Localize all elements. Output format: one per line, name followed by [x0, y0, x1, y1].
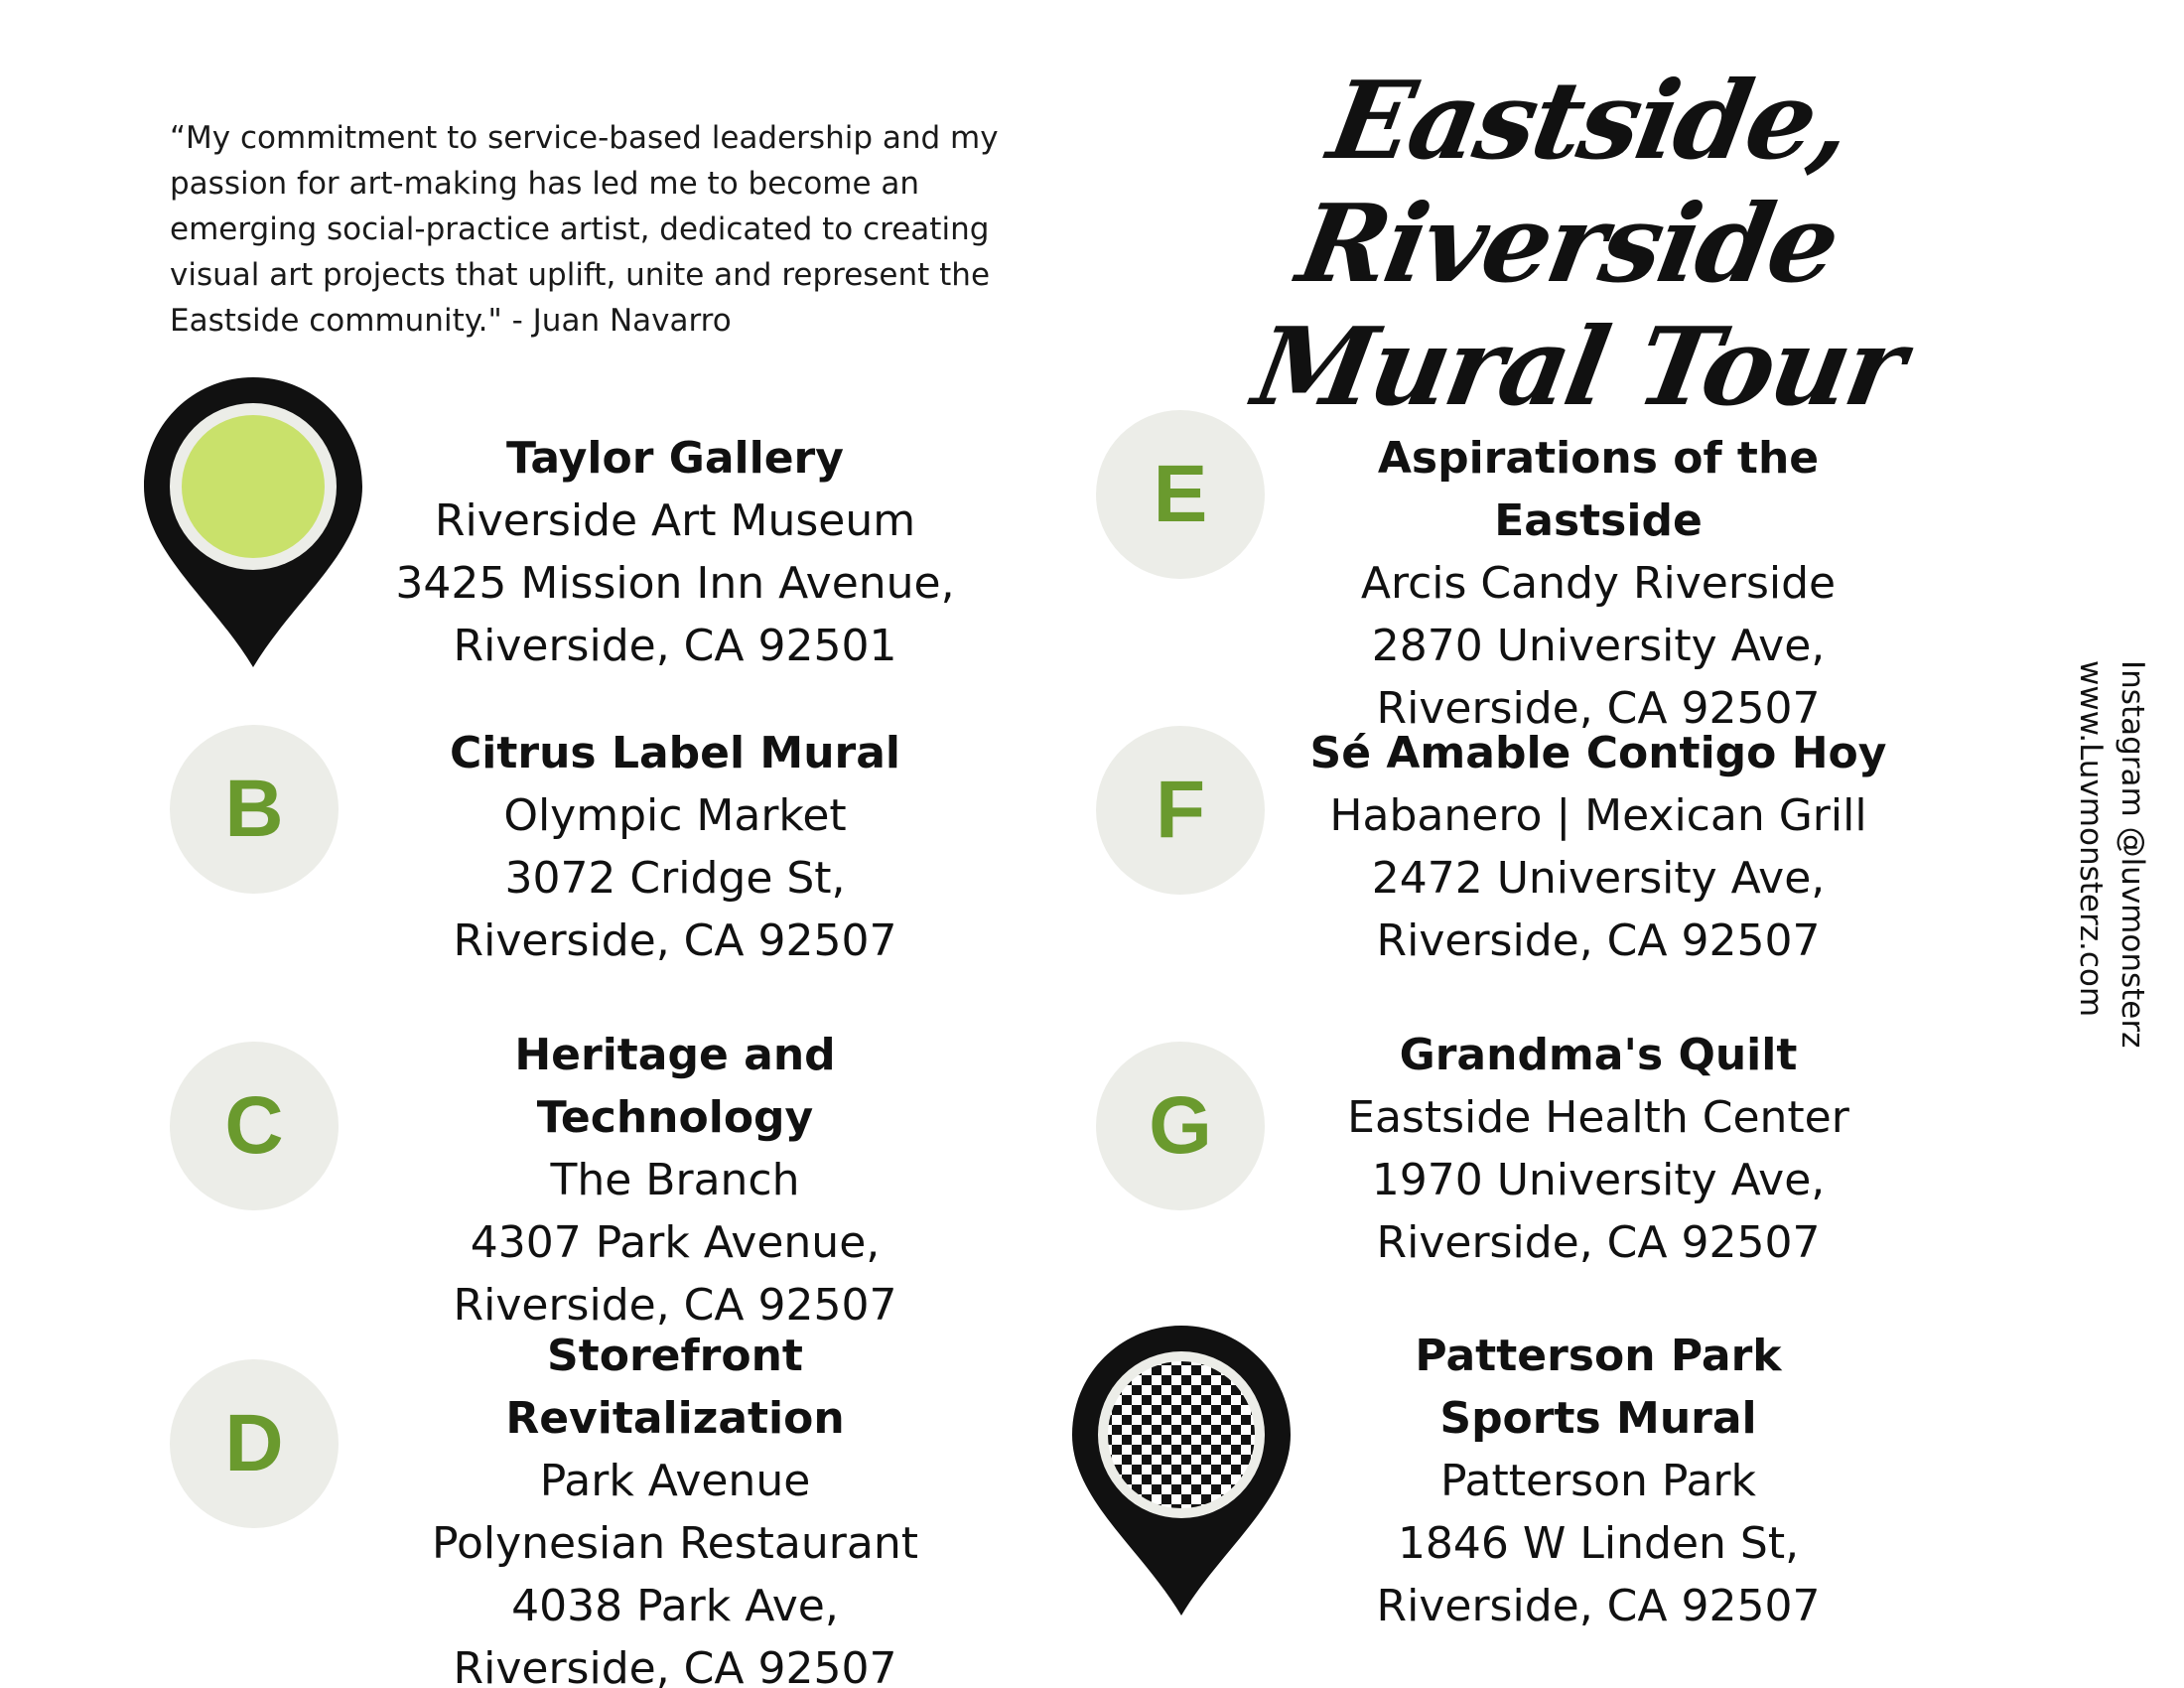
stop-street: 2472 University Ave, [1371, 853, 1826, 904]
stop-name: Citrus Label Mural [450, 728, 900, 778]
stop-venue: The Branch [550, 1155, 800, 1205]
stop-name: Sports Mural [1439, 1393, 1757, 1444]
map-pin-finish-icon [1072, 1326, 1291, 1616]
stop-name: Heritage and Technology [514, 1030, 836, 1143]
stop-street: 2870 University Ave, [1371, 621, 1826, 671]
stop-badge-c [170, 1042, 339, 1210]
stop-badge-e [1096, 410, 1265, 579]
stop-badge-d [170, 1359, 339, 1528]
stop-venue: Eastside Health Center [1347, 1092, 1849, 1143]
stop-city: Riverside, CA 92507 [453, 1280, 897, 1331]
stop-city: Riverside, CA 92507 [1376, 1581, 1821, 1631]
stop-badge-f [1096, 726, 1265, 895]
stop-taylor-gallery [377, 427, 973, 677]
website-link: www.Luvmonsterz.com [2073, 660, 2109, 1018]
instagram-handle: Instagram @luvmonsterz [2115, 660, 2150, 1049]
stop-street: 1846 W Linden St, [1397, 1518, 1800, 1569]
map-pin-start-icon [144, 377, 362, 667]
stop-city: Riverside, CA 92507 [453, 915, 897, 966]
stop-name: Grandma's Quilt [1399, 1030, 1798, 1080]
artist-quote: “My commitment to service-based leadership and my passion for art-making has led me to become an emerging social-practice artist, dedicated to creating visual art projects that uplift, unite and represent the Eastside community." - Juan Navarro [170, 120, 999, 339]
stop-letter: C [224, 1080, 284, 1171]
stop-city: Riverside, CA 92507 [453, 1643, 897, 1688]
stop-letter: D [224, 1398, 284, 1488]
title-line-2: Mural Tour [1245, 305, 1912, 430]
stop-city: Riverside, CA 92501 [453, 621, 897, 671]
stop-venue: Patterson Park [1440, 1456, 1756, 1506]
stop-street: 3072 Cridge St, [504, 853, 846, 904]
stop-letter: F [1155, 765, 1206, 855]
stop-name: Taylor Gallery [506, 433, 844, 484]
stop-venue: Riverside Art Museum [434, 495, 916, 546]
stop-city: Riverside, CA 92507 [1376, 683, 1821, 734]
stop-badge-b [170, 725, 339, 894]
stop-venue: Habanero | Mexican Grill [1329, 790, 1867, 841]
stop-letter: B [224, 764, 284, 854]
stop-venue: Park Avenue [539, 1456, 811, 1506]
stop-patterson-park-sports-mural [1281, 1325, 1916, 1637]
stop-storefront-revitalization [377, 1325, 973, 1688]
stop-city: Riverside, CA 92507 [1376, 1217, 1821, 1268]
stop-street: 3425 Mission Inn Avenue, [395, 558, 955, 609]
stop-letter: E [1153, 449, 1208, 539]
stop-city: Riverside, CA 92507 [1376, 915, 1821, 966]
stop-letter: G [1149, 1080, 1212, 1171]
title-line-1: Eastside, Riverside [1289, 59, 1858, 307]
stop-name: Patterson Park [1415, 1331, 1782, 1381]
stop-name: Storefront Revitalization [505, 1331, 845, 1444]
stop-citrus-label-mural [377, 722, 973, 972]
page-title [1102, 60, 2055, 429]
stop-venue: Polynesian Restaurant [432, 1518, 918, 1569]
stop-heritage-and-technology [377, 1024, 973, 1336]
stop-aspirations-of-the-eastside [1281, 427, 1916, 740]
stop-street: 4307 Park Avenue, [470, 1217, 881, 1268]
stop-se-amable-contigo-hoy [1281, 722, 1916, 972]
stop-street: 4038 Park Ave, [511, 1581, 839, 1631]
stop-grandmas-quilt [1281, 1024, 1916, 1274]
stop-venue: Olympic Market [503, 790, 847, 841]
stop-badge-g [1096, 1042, 1265, 1210]
stop-name: Sé Amable Contigo Hoy [1309, 728, 1887, 778]
stop-street: 1970 University Ave, [1371, 1155, 1826, 1205]
stop-name: Aspirations of the Eastside [1377, 433, 1820, 546]
contact-sidebar [2070, 660, 2153, 1048]
stop-venue: Arcis Candy Riverside [1360, 558, 1837, 609]
